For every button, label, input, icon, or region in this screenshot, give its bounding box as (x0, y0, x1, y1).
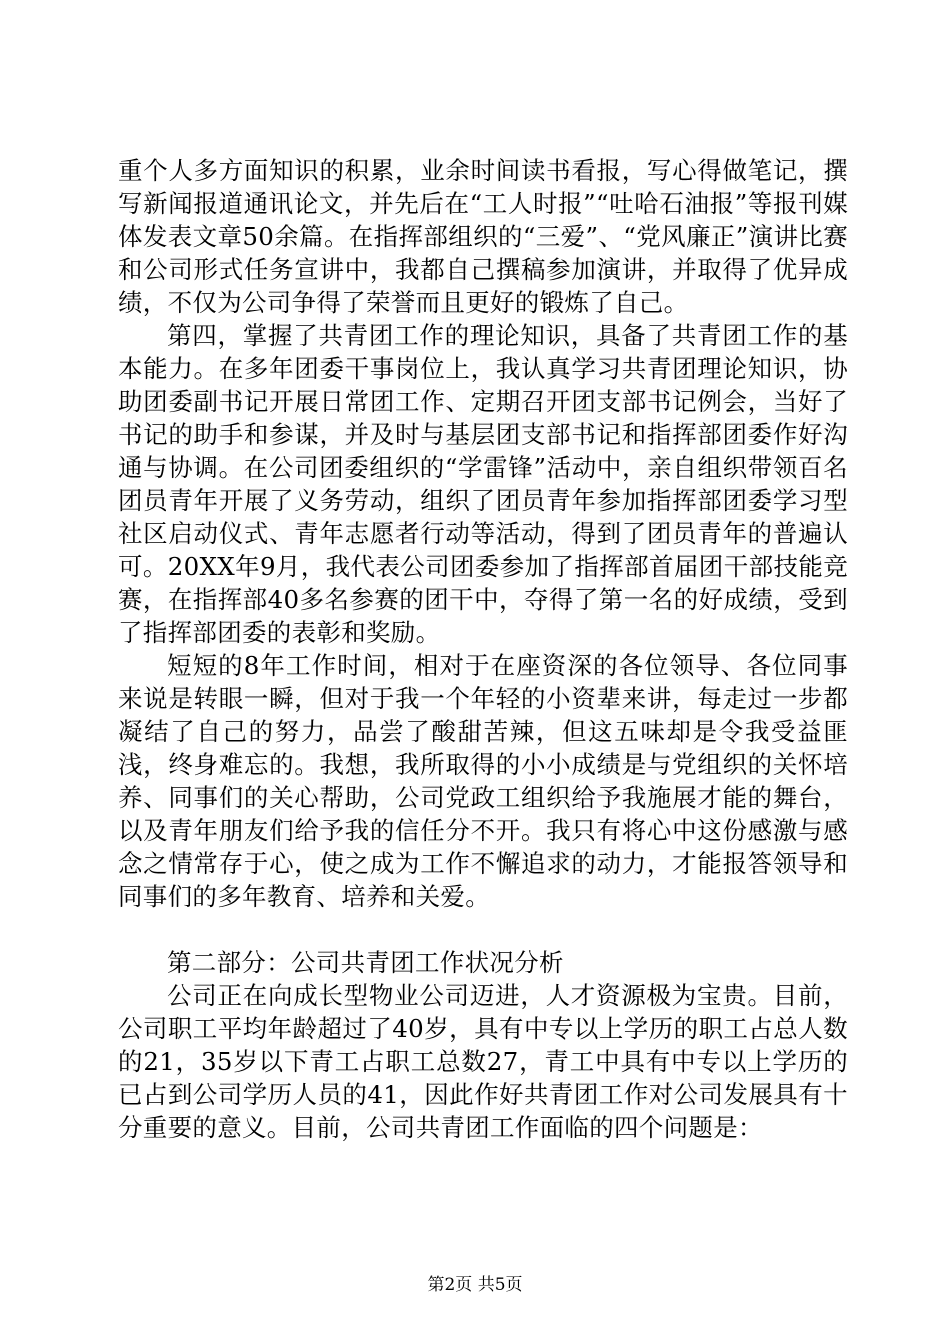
paragraph-continuation: 重个人多方面知识的积累，业余时间读书看报，写心得做笔记，撰写新闻报道通讯论文，并先后在“工人时报”“吐哈石油报”等报刊媒体发表文章50余篇。在指挥部组织的“三爱”、“党风廉正”演讲比赛和公司形式任务宣讲中，我都自己撰稿参加演讲，并取得了优异成绩，不仅为公司争得了荣誉而且更好的锻炼了自己。 (118, 156, 848, 317)
paragraph-fourth-point: 第四，掌握了共青团工作的理论知识，具备了共青团工作的基本能力。在多年团委干事岗位上，我认真学习共青团理论知识，协助团委副书记开展日常团工作、定期召开团支部书记例会，当好了书记的助手和参谋，并及时与基层团支部书记和指挥部团委作好沟通与协调。在公司团委组织的“学雷锋”活动中，亲自组织带领百名团员青年开展了义务劳动，组织了团员青年参加指挥部团委学习型社区启动仪式、青年志愿者行动等活动，得到了团员青年的普遍认可。20XX年9月，我代表公司团委参加了指挥部首届团干部技能竞赛，在指挥部40多名参赛的团干中，夺得了第一名的好成绩，受到了指挥部团委的表彰和奖励。 (118, 321, 848, 647)
section-heading: 第二部分：公司共青团工作状况分析 (167, 948, 564, 977)
document-body (118, 154, 848, 1144)
page-number-footer: 第2页 共5页 (427, 1275, 523, 1295)
paragraph-spacer (118, 913, 848, 946)
paragraph-section-intro: 公司正在向成长型物业公司迈进，人才资源极为宝贵。目前，公司职工平均年龄超过了40岁，具有中专以上学历的职工占总人数的21，35岁以下青工占职工总数27，青工中具有中专以上学历的已占到公司学历人员的41，因此作好共青团工作对公司发展具有十分重要的意义。目前，公司共青团工作面临的四个问题是： (118, 981, 848, 1142)
paragraph-reflection: 短短的8年工作时间，相对于在座资深的各位领导、各位同事来说是转眼一瞬，但对于我一个年轻的小资辈来讲，每走过一步都凝结了自己的努力，品尝了酸甜苦辣，但这五味却是令我受益匪浅，终身难忘的。我想，我所取得的小小成绩是与党组织的关怀培养、同事们的关心帮助，公司党政工组织给予我施展才能的舞台，以及青年朋友们给予我的信任分不开。我只有将心中这份感激与感念之情常存于心，使之成为工作不懈追求的动力，才能报答领导和同事们的多年教育、培养和关爱。 (118, 651, 848, 911)
